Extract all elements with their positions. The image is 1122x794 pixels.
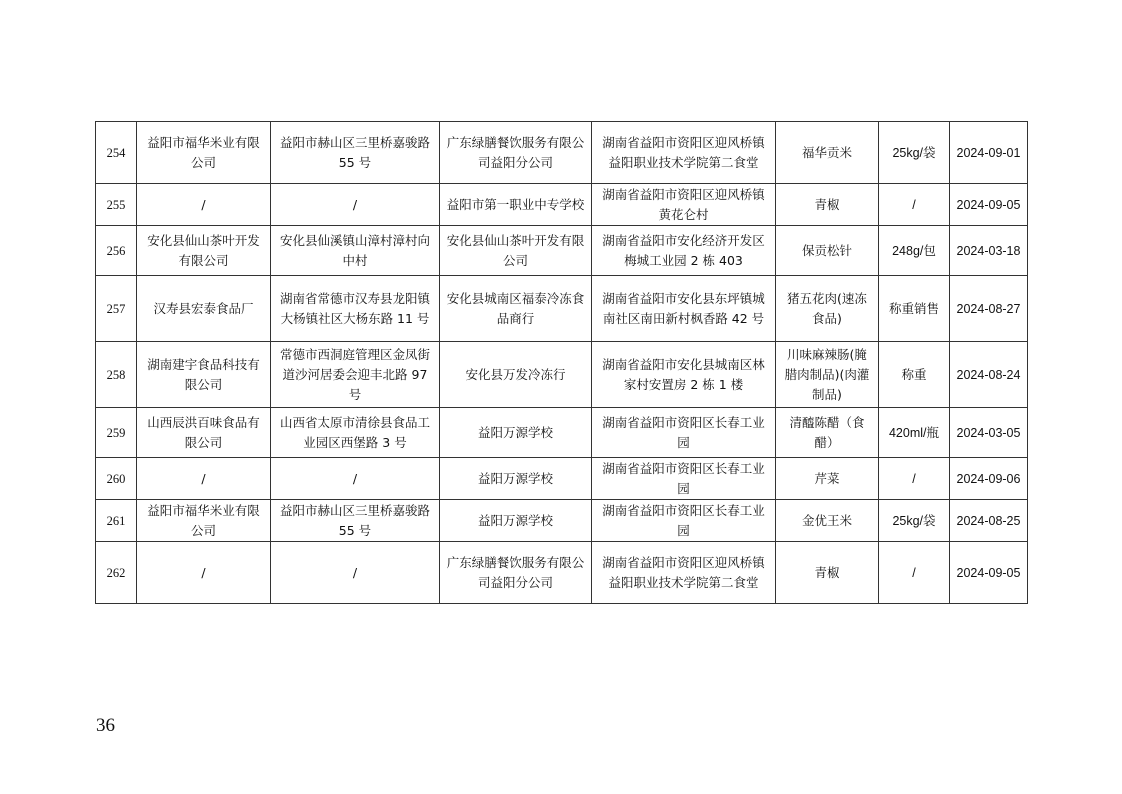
sampled-unit-address: 湖南省益阳市资阳区迎风桥镇益阳职业技术学院第二食堂 xyxy=(592,122,776,184)
sampled-unit-address: 湖南省益阳市安化县城南区林家村安置房 2 栋 1 楼 xyxy=(592,342,776,408)
sampled-unit-address: 湖南省益阳市资阳区长春工业园 xyxy=(592,458,776,500)
production-date: 2024-08-25 xyxy=(950,500,1028,542)
table-body xyxy=(96,122,1028,604)
table-row xyxy=(96,458,1028,500)
row-number: 262 xyxy=(96,542,137,604)
producer-name: 汉寿县宏泰食品厂 xyxy=(137,276,271,342)
product-name: 金优王米 xyxy=(776,500,879,542)
specification: 420ml/瓶 xyxy=(879,408,950,458)
product-name: 青椒 xyxy=(776,542,879,604)
product-name: 青椒 xyxy=(776,184,879,226)
sampled-unit-address: 湖南省益阳市资阳区迎风桥镇黄花仑村 xyxy=(592,184,776,226)
producer-name: 山西辰洪百味食品有限公司 xyxy=(137,408,271,458)
row-number: 261 xyxy=(96,500,137,542)
production-date: 2024-03-05 xyxy=(950,408,1028,458)
specification: 称重销售 xyxy=(879,276,950,342)
sampled-unit-name: 安化县仙山茶叶开发有限公司 xyxy=(440,226,592,276)
sampled-unit-address: 湖南省益阳市安化经济开发区梅城工业园 2 栋 403 xyxy=(592,226,776,276)
producer-address: 山西省太原市清徐县食品工业园区西堡路 3 号 xyxy=(271,408,440,458)
table-row xyxy=(96,122,1028,184)
product-name: 保贡松针 xyxy=(776,226,879,276)
production-date: 2024-08-24 xyxy=(950,342,1028,408)
table-row xyxy=(96,226,1028,276)
producer-name: / xyxy=(137,184,271,226)
producer-address: 湖南省常德市汉寿县龙阳镇大杨镇社区大杨东路 11 号 xyxy=(271,276,440,342)
production-date: 2024-09-01 xyxy=(950,122,1028,184)
product-name: 清醯陈醋（食醋） xyxy=(776,408,879,458)
sampled-unit-name: 益阳万源学校 xyxy=(440,500,592,542)
product-name: 川味麻辣肠(腌腊肉制品)(肉灌制品) xyxy=(776,342,879,408)
production-date: 2024-09-06 xyxy=(950,458,1028,500)
product-name: 猪五花肉(速冻食品) xyxy=(776,276,879,342)
sampled-unit-address: 湖南省益阳市资阳区长春工业园 xyxy=(592,408,776,458)
row-number: 255 xyxy=(96,184,137,226)
sampling-table xyxy=(95,121,1028,604)
producer-address: 安化县仙溪镇山漳村漳村向中村 xyxy=(271,226,440,276)
row-number: 259 xyxy=(96,408,137,458)
specification: 25kg/袋 xyxy=(879,500,950,542)
sampled-unit-name: 广东绿膳餐饮服务有限公司益阳分公司 xyxy=(440,542,592,604)
product-name: 福华贡米 xyxy=(776,122,879,184)
producer-address: 常德市西洞庭管理区金凤街道沙河居委会迎丰北路 97 号 xyxy=(271,342,440,408)
production-date: 2024-08-27 xyxy=(950,276,1028,342)
row-number: 257 xyxy=(96,276,137,342)
product-name: 芹菜 xyxy=(776,458,879,500)
sampled-unit-address: 湖南省益阳市资阳区长春工业园 xyxy=(592,500,776,542)
table-row xyxy=(96,500,1028,542)
specification: 248g/包 xyxy=(879,226,950,276)
producer-address: 益阳市赫山区三里桥嘉骏路 55 号 xyxy=(271,500,440,542)
specification: / xyxy=(879,542,950,604)
sampled-unit-name: 广东绿膳餐饮服务有限公司益阳分公司 xyxy=(440,122,592,184)
specification: 称重 xyxy=(879,342,950,408)
production-date: 2024-09-05 xyxy=(950,184,1028,226)
row-number: 258 xyxy=(96,342,137,408)
table-row xyxy=(96,408,1028,458)
producer-address: / xyxy=(271,184,440,226)
row-number: 260 xyxy=(96,458,137,500)
sampled-unit-name: 安化县城南区福泰冷冻食品商行 xyxy=(440,276,592,342)
sampled-unit-name: 益阳万源学校 xyxy=(440,458,592,500)
producer-name: 湖南建宇食品科技有限公司 xyxy=(137,342,271,408)
production-date: 2024-09-05 xyxy=(950,542,1028,604)
producer-address: / xyxy=(271,542,440,604)
specification: / xyxy=(879,458,950,500)
producer-name: 益阳市福华米业有限公司 xyxy=(137,500,271,542)
sampled-unit-name: 益阳市第一职业中专学校 xyxy=(440,184,592,226)
specification: / xyxy=(879,184,950,226)
table-row xyxy=(96,184,1028,226)
specification: 25kg/袋 xyxy=(879,122,950,184)
producer-name: 益阳市福华米业有限公司 xyxy=(137,122,271,184)
page-number: 36 xyxy=(96,715,115,736)
producer-address: / xyxy=(271,458,440,500)
sampled-unit-address: 湖南省益阳市资阳区迎风桥镇益阳职业技术学院第二食堂 xyxy=(592,542,776,604)
sampled-unit-address: 湖南省益阳市安化县东坪镇城南社区南田新村枫香路 42 号 xyxy=(592,276,776,342)
sampled-unit-name: 安化县万发冷冻行 xyxy=(440,342,592,408)
table-row xyxy=(96,342,1028,408)
producer-name: / xyxy=(137,458,271,500)
producer-name: 安化县仙山茶叶开发有限公司 xyxy=(137,226,271,276)
sampled-unit-name: 益阳万源学校 xyxy=(440,408,592,458)
producer-address: 益阳市赫山区三里桥嘉骏路 55 号 xyxy=(271,122,440,184)
producer-name: / xyxy=(137,542,271,604)
table-row xyxy=(96,276,1028,342)
production-date: 2024-03-18 xyxy=(950,226,1028,276)
table-row xyxy=(96,542,1028,604)
row-number: 254 xyxy=(96,122,137,184)
row-number: 256 xyxy=(96,226,137,276)
